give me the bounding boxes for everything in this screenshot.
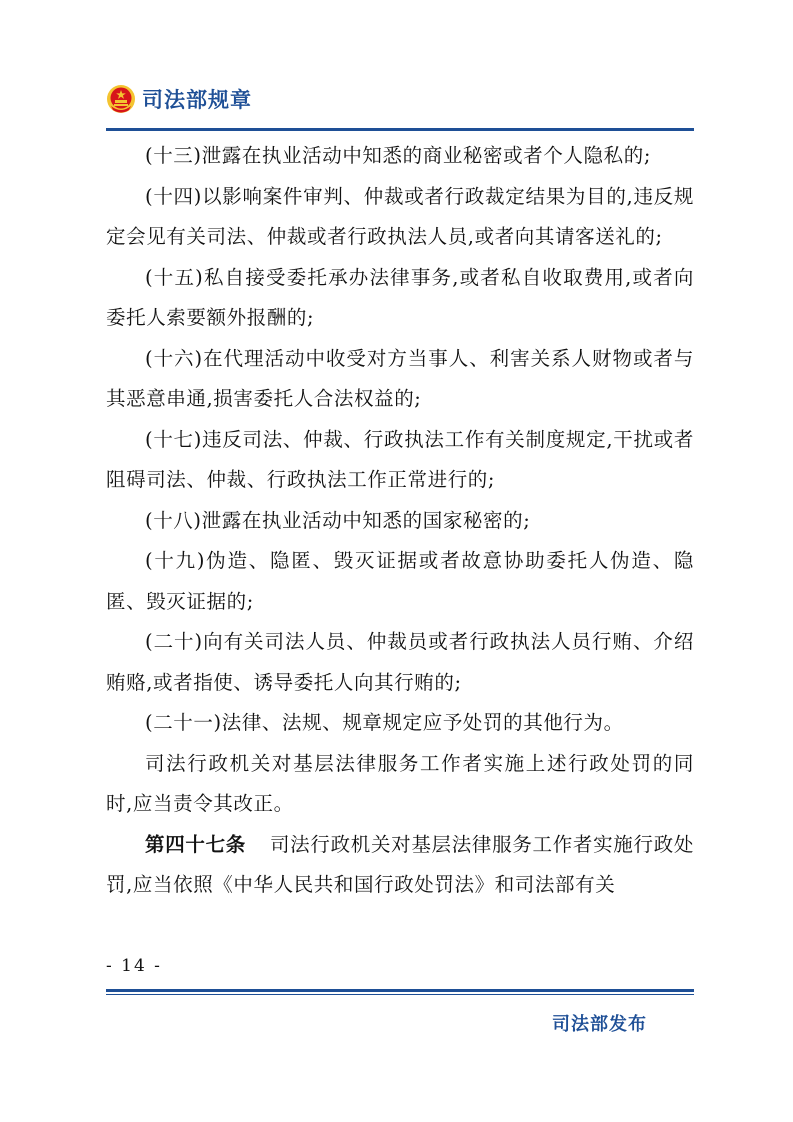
article-number: 第四十七条 xyxy=(145,832,246,856)
clause-21: (二十一)法律、法规、规章规定应予处罚的其他行为。 xyxy=(145,711,624,734)
clause-13: (十三)泄露在执业活动中知悉的商业秘密或者个人隐私的; xyxy=(145,144,651,167)
publisher-label: 司法部发布 xyxy=(552,1014,647,1035)
clause-17: (十七)违反司法、仲裁、行政执法工作有关制度规定,干扰或者阻碍司法、仲裁、行政执法工作正常进行的; xyxy=(106,427,694,491)
document-header xyxy=(106,82,252,116)
header-title: 司法部规章 xyxy=(142,88,252,112)
clause-14: (十四)以影响案件审判、仲裁或者行政裁定结果为目的,违反规定会见有关司法、仲裁或者行政执法人员,或者向其请客送礼的; xyxy=(106,184,694,248)
correction-paragraph: 司法行政机关对基层法律服务工作者实施上述行政处罚的同时,应当责令其改正。 xyxy=(106,751,694,815)
clause-18: (十八)泄露在执业活动中知悉的国家秘密的; xyxy=(145,508,531,532)
clause-19: (十九)伪造、隐匿、毁灭证据或者故意协助委托人伪造、隐匿、毁灭证据的; xyxy=(106,549,694,613)
clause-16: (十六)在代理活动中收受对方当事人、利害关系人财物或者与其恶意串通,损害委托人合法权益的; xyxy=(106,346,694,410)
article-text: 司法行政机关对基层法律服务工作者实施行政处罚,应当依照《中华人民共和国行政处罚法》和司法部有关 xyxy=(106,832,694,896)
national-emblem-icon xyxy=(106,84,136,114)
document-body xyxy=(106,136,694,906)
clause-15: (十五)私自接受委托承办法律事务,或者私自收取费用,或者向委托人索要额外报酬的; xyxy=(106,265,694,329)
footer-divider-thin xyxy=(106,994,694,995)
page-number: - 14 - xyxy=(106,956,162,976)
clause-20: (二十)向有关司法人员、仲裁员或者行政执法人员行贿、介绍贿赂,或者指使、诱导委托人向其行贿的; xyxy=(106,630,694,694)
header-divider xyxy=(106,128,694,131)
footer-divider xyxy=(106,989,694,992)
article-47 xyxy=(106,825,694,906)
